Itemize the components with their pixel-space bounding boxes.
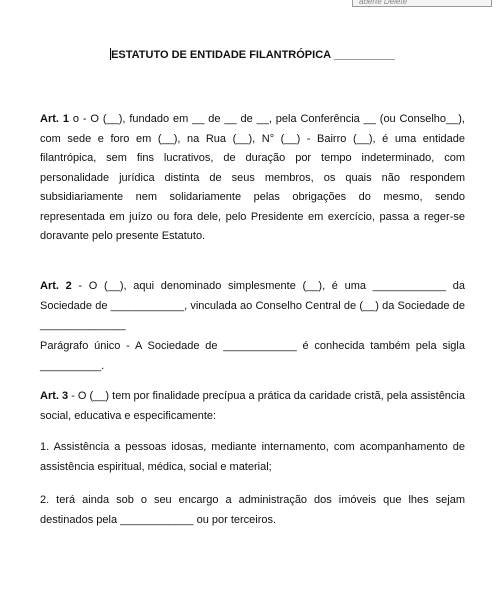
article-1-label: Art. 1 bbox=[40, 113, 69, 125]
toolbar-label: aberte Delete bbox=[359, 0, 408, 6]
document-title-line bbox=[40, 46, 465, 66]
paragrafo-unico: Parágrafo único - A Sociedade de ____________ é conhecida também pela sigla __________. bbox=[40, 340, 465, 372]
document-title: ESTATUTO DE ENTIDADE FILANTRÓPICA __________ bbox=[111, 49, 395, 61]
toolbar-fragment bbox=[352, 0, 492, 7]
article-3 bbox=[40, 387, 465, 426]
article-2-text: - O (__), aqui denominado simplesmente (__), é uma ____________ da Sociedade de ____________, vinculada ao Conselho Central de (__) da Sociedade de ______________ bbox=[40, 280, 465, 331]
article-1 bbox=[40, 110, 465, 247]
article-3-text: - O (__) tem por finalidade precípua a prática da caridade cristã, pela assistência social, educativa e especificamente: bbox=[40, 390, 465, 422]
article-2 bbox=[40, 277, 465, 336]
article-1-text: o - O (__), fundado em __ de __ de __, pela Conferência __ (ou Conselho__), com sede e foro em (__), na Rua (__), N° (__) - Bairro (__), é uma entidade filantrópica, sem fins lucrativos, de duração por tempo indeterminado, com personalidade jurídica distinta de seus membros, os quais não respondem subsidiariamente nem solidariamente pelas obrigações do mesmo, sendo representada em juízo ou fora dele, pelo Presidente em exercício, passa a reger-se doravante pelo presente Estatuto. bbox=[40, 113, 465, 242]
article-3-label: Art. 3 bbox=[40, 390, 69, 402]
list-item-2: 2. terá ainda sob o seu encargo a administração dos imóveis que lhes sejam destinados pela ____________ ou por terceiros. bbox=[40, 494, 465, 526]
list-item-1: 1. Assistência a pessoas idosas, mediante internamento, com acompanhamento de assistência espiritual, médica, social e material; bbox=[40, 441, 465, 473]
article-2-label: Art. 2 bbox=[40, 280, 72, 292]
